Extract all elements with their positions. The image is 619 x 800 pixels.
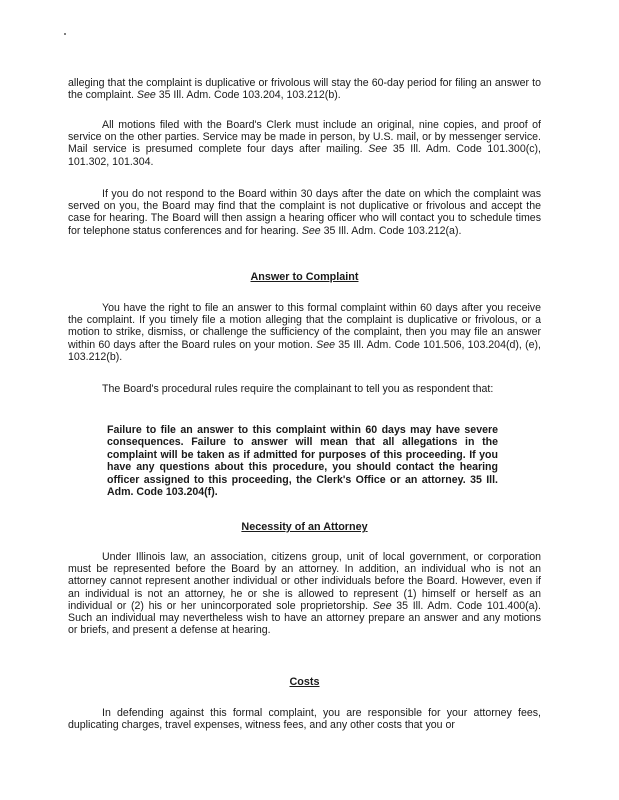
paragraph-motions-filing: All motions filed with the Board's Clerk must include an original, nine copies, and proof of service on the other parties. Service may be made in person, by U.S. mail, or by messenger service. Mail service is presumed complete four days after mailing. See 35 Ill. Adm. Code 101.300(c), 101.302, 101.304. (68, 119, 542, 168)
heading-costs: Costs (289, 676, 320, 688)
paragraph-hearing-stay: alleging that the complaint is duplicative or frivolous will stay the 60-day period for filing an answer to the complaint. See 35 Ill. Adm. Code 103.204, 103.212(b). (68, 77, 541, 102)
paragraph-illinois-law: Under Illinois law, an association, citizens group, unit of local government, or corporation must be represented before the Board by an attorney. In addition, an individual who is not an attorney cannot represent another individual or other individuals before the Board. However, even if an individual is not an attorney, he or she is allowed to represent (1) himself or herself as an individual or (2) his or her unincorporated sole proprietorship. See 35 Ill. Adm. Code 101.400(a). Such an individual may nevertheless wish to have an attorney prepare an answer and any motions or briefs, and present a defense at hearing. (68, 551, 542, 637)
heading-answer-to-complaint: Answer to Complaint (250, 271, 359, 283)
paragraph-right-to-answer: You have the right to file an answer to this formal complaint within 60 days after you receive the complaint. If you timely file a motion alleging that the complaint is duplicative or frivolous, or a motion to strike, dismiss, or challenge the sufficiency of the complaint, then you may file an answer within 60 days after the Board rules on your motion. See 35 Ill. Adm. Code 101.506, 103.204(d), (e), 103.212(b). (68, 302, 542, 363)
heading-necessity-of-attorney: Necessity of an Attorney (241, 521, 368, 533)
paragraph-costs: In defending against this formal complaint, you are responsible for your attorney fees, duplicating charges, travel expenses, witness fees, and any other costs that you or (68, 707, 541, 732)
paragraph-procedural-rules: The Board's procedural rules require the complainant to tell you as respondent that: (102, 383, 494, 395)
paragraph-respond-30-days: If you do not respond to the Board within 30 days after the date on which the complaint was served on you, the Board may find that the complaint is not duplicative or frivolous and accept the case for hearing. The Board will then assign a hearing officer who will contact you to schedule times for telephone status conferences and for hearing. See 35 Ill. Adm. Code 103.212(a). (68, 188, 541, 237)
warning-failure-to-answer: Failure to file an answer to this complaint within 60 days may have severe consequences. Failure to answer will mean that all allegations in the complaint will be taken as if admitted for purposes of this proceeding. If you have any questions about this procedure, you should contact the hearing officer assigned to this proceeding, the Clerk's Office or an attorney. 35 Ill. Adm. Code 103.204(f). (107, 424, 498, 499)
scan-speck (64, 33, 66, 35)
